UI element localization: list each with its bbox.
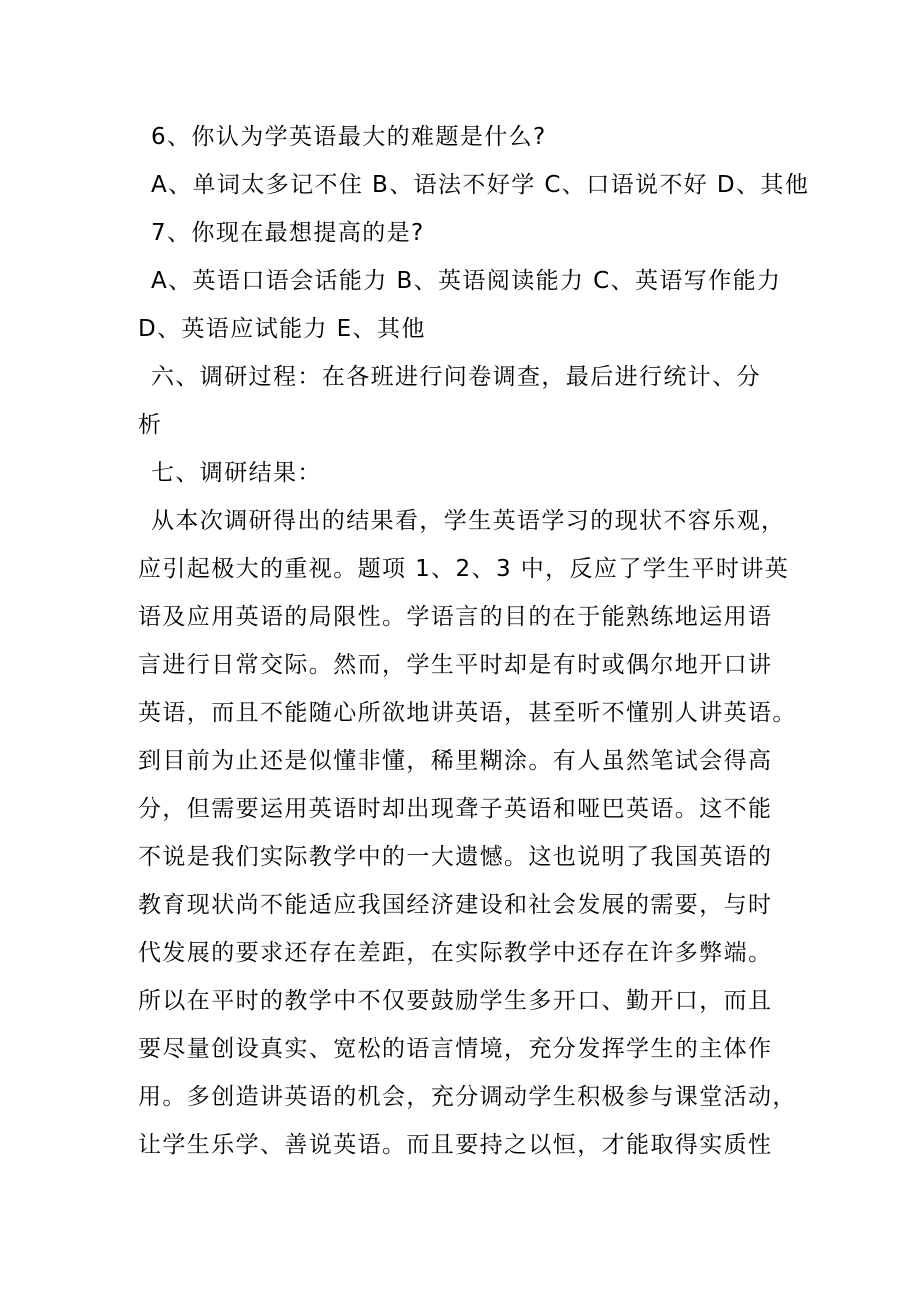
text-line: 6、你认为学英语最大的难题是什么? xyxy=(151,124,547,150)
text-line: 七、调研结果： xyxy=(151,460,322,486)
text-line: 从本次调研得出的结果看，学生英语学习的现状不容乐观， xyxy=(151,508,786,534)
text-line: 要尽量创设真实、宽松的语言情境，充分发挥学生的主体作 xyxy=(138,1036,773,1062)
document-page xyxy=(0,113,920,1169)
text-line: 六、调研过程：在各班进行问卷调查，最后进行统计、分 xyxy=(151,364,761,390)
text-line: 分，但需要运用英语时却出现聋子英语和哑巴英语。这不能 xyxy=(138,796,773,822)
text-line: 到目前为止还是似懂非懂，稀里糊涂。有人虽然笔试会得高 xyxy=(138,748,773,774)
text-line: 析 xyxy=(138,412,163,438)
text-line: D、英语应试能力 E、其他 xyxy=(138,316,426,342)
text-line: A、英语口语会话能力 B、英语阅读能力 C、英语写作能力 xyxy=(151,268,782,294)
text-line: 7、你现在最想提高的是? xyxy=(151,220,425,246)
text-line: A、单词太多记不住 B、语法不好学 C、口语说不好 D、其他 xyxy=(151,172,810,198)
text-line: 英语，而且不能随心所欲地讲英语，甚至听不懂别人讲英语。 xyxy=(138,700,797,726)
text-line: 言进行日常交际。然而，学生平时却是有时或偶尔地开口讲 xyxy=(138,652,773,678)
text-line: 应引起极大的重视。题项 1、2、3 中，反应了学生平时讲英 xyxy=(138,556,790,582)
text-line: 让学生乐学、善说英语。而且要持之以恒，才能取得实质性 xyxy=(138,1132,773,1158)
text-line: 所以在平时的教学中不仅要鼓励学生多开口、勤开口，而且 xyxy=(138,988,773,1014)
text-line: 用。多创造讲英语的机会，充分调动学生积极参与课堂活动， xyxy=(138,1084,797,1110)
text-line: 语及应用英语的局限性。学语言的目的在于能熟练地运用语 xyxy=(138,604,773,630)
text-line: 不说是我们实际教学中的一大遗憾。这也说明了我国英语的 xyxy=(138,844,773,870)
text-line: 教育现状尚不能适应我国经济建设和社会发展的需要，与时 xyxy=(138,892,773,918)
text-line: 代发展的要求还存在差距，在实际教学中还存在许多弊端。 xyxy=(138,940,773,966)
